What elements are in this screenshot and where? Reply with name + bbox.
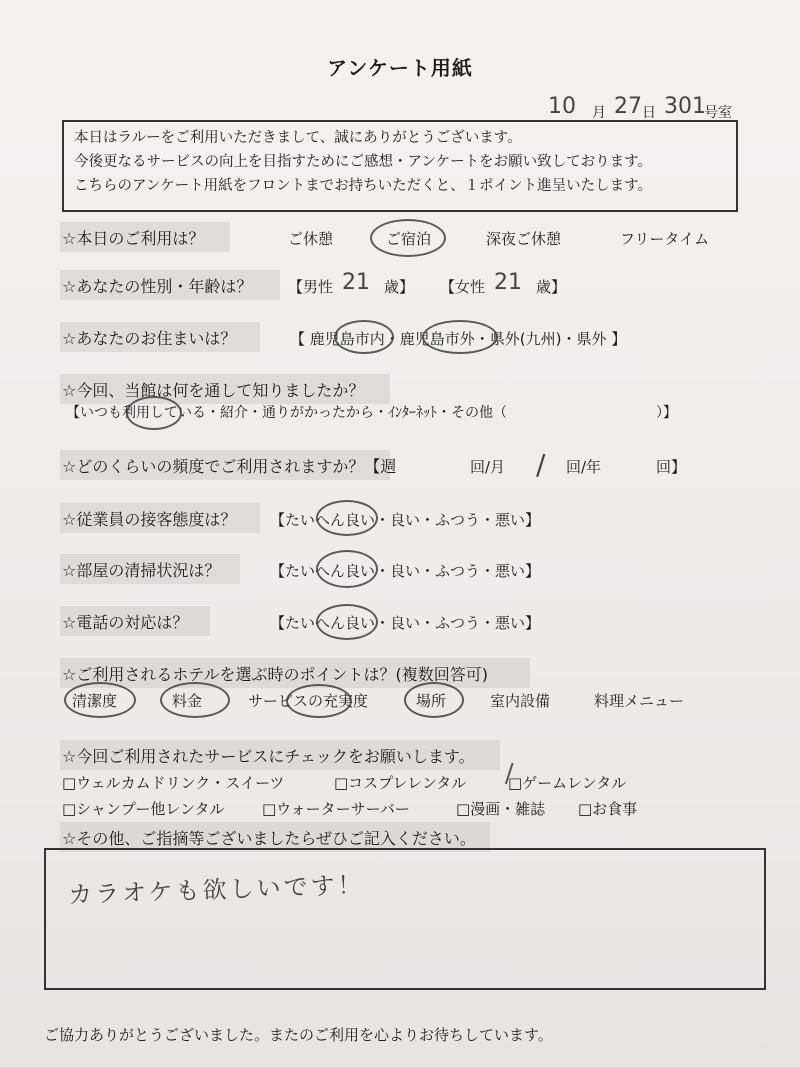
question-room: ☆部屋の清掃状況は？ <box>62 561 221 580</box>
answer-circle <box>316 550 378 588</box>
point-services[interactable]: サービスの充実度 <box>248 692 369 710</box>
handwritten-room: 301 <box>664 94 706 119</box>
source-other-close: ）】 <box>656 405 677 421</box>
times-label: 回】 <box>656 458 687 476</box>
point-location[interactable]: 場所 <box>416 692 447 710</box>
residence-options[interactable]: 【 鹿児島市内・鹿児島市外・県外(九州)・県外 】 <box>290 330 627 348</box>
intro-line: 今後更なるサービスの向上を目指すためにご感想・アンケートをお願い致しております。 <box>74 154 652 170</box>
staff-rating-options[interactable]: 【たいへん良い・良い・ふつう・悪い】 <box>270 511 541 529</box>
service-meal[interactable]: □お食事 <box>578 800 638 818</box>
handwritten-slash: / <box>536 448 546 481</box>
option-stay[interactable]: ご宿泊 <box>386 230 432 248</box>
handwritten-comment: カラオケも欲しいです！ <box>67 870 366 910</box>
question-usage: ☆本日のご利用は？ <box>62 229 205 248</box>
question-services: ☆今回ご利用されたサービスにチェックをお願いします。 <box>62 747 475 766</box>
answer-circle <box>316 500 378 536</box>
option-free-time[interactable]: フリータイム <box>620 230 710 248</box>
option-rest[interactable]: ご休憩 <box>288 230 334 248</box>
day-label: 日 <box>642 105 656 121</box>
answer-circle <box>404 682 464 718</box>
service-game[interactable]: □ゲームレンタル <box>508 774 627 792</box>
male-age-unit: 歳】 <box>384 278 415 296</box>
comment-box[interactable] <box>44 848 766 990</box>
month-label: 月 <box>592 105 606 121</box>
answer-circle <box>422 320 498 354</box>
handwritten-day: 27 <box>614 94 642 119</box>
intro-line: 本日はラルーをご利用いただきまして、誠にありがとうございます。 <box>74 130 522 146</box>
point-food-menu[interactable]: 料理メニュー <box>594 692 685 710</box>
room-label: 号室 <box>704 105 732 121</box>
question-residence: ☆あなたのお住まいは？ <box>62 329 237 348</box>
male-label: 【男性 <box>288 278 334 296</box>
female-age-unit: 歳】 <box>536 278 567 296</box>
question-source: ☆今回、当館は何を通して知りましたか？ <box>62 381 365 400</box>
question-phone: ☆電話の対応は？ <box>62 613 189 632</box>
point-room-facilities[interactable]: 室内設備 <box>490 692 551 710</box>
question-selection-points: ☆ご利用されるホテルを選ぶ時のポイントは？(複数回答可) <box>62 665 489 684</box>
source-options[interactable]: 【いつも利用している・紹介・通りがかったから・ｲﾝﾀｰﾈｯﾄ・その他（ <box>66 405 507 421</box>
female-label: 【女性 <box>440 278 486 296</box>
female-age-handwritten[interactable]: 21 <box>494 270 522 295</box>
question-comments: ☆その他、ご指摘等ございましたらぜひご記入ください。 <box>62 829 476 848</box>
answer-circle <box>64 682 136 718</box>
intro-box <box>62 120 738 212</box>
footer-thanks: ご協力ありがとうございました。またのご利用を心よりお待ちしています。 <box>44 1026 553 1044</box>
intro-line: こちらのアンケート用紙をフロントまでお持ちいただくと、１ポイント進呈いたします。 <box>74 178 652 194</box>
point-cleanliness[interactable]: 清潔度 <box>72 692 118 710</box>
service-water-server[interactable]: □ウォーターサーバー <box>262 800 410 818</box>
answer-circle <box>126 396 182 430</box>
room-rating-options[interactable]: 【たいへん良い・良い・ふつう・悪い】 <box>270 562 541 580</box>
handwritten-month: 10 <box>548 94 576 119</box>
per-month-label: 回/月 <box>470 458 506 476</box>
option-late-night-rest[interactable]: 深夜ご休憩 <box>486 230 562 248</box>
answer-circle <box>334 320 394 354</box>
per-year-label: 回/年 <box>566 458 602 476</box>
question-staff: ☆従業員の接客態度は？ <box>62 510 237 529</box>
point-price[interactable]: 料金 <box>172 692 203 710</box>
service-cosplay[interactable]: □コスプレレンタル <box>334 774 467 792</box>
question-gender-age: ☆あなたの性別・年齢は？ <box>62 277 253 296</box>
phone-rating-options[interactable]: 【たいへん良い・良い・ふつう・悪い】 <box>270 614 541 632</box>
answer-circle <box>286 684 352 718</box>
service-manga[interactable]: □漫画・雑誌 <box>456 800 546 818</box>
answer-circle <box>370 219 446 257</box>
service-shampoo[interactable]: □シャンプー他レンタル <box>62 800 225 818</box>
answer-circle <box>160 682 230 718</box>
answer-circle <box>316 604 378 640</box>
page-title: アンケート用紙 <box>327 56 473 80</box>
question-frequency: ☆どのくらいの頻度でご利用されますか？【週 <box>62 457 397 476</box>
male-age-handwritten[interactable]: 21 <box>342 270 370 295</box>
service-welcome-drink[interactable]: □ウェルカムドリンク・スイーツ <box>62 774 285 792</box>
